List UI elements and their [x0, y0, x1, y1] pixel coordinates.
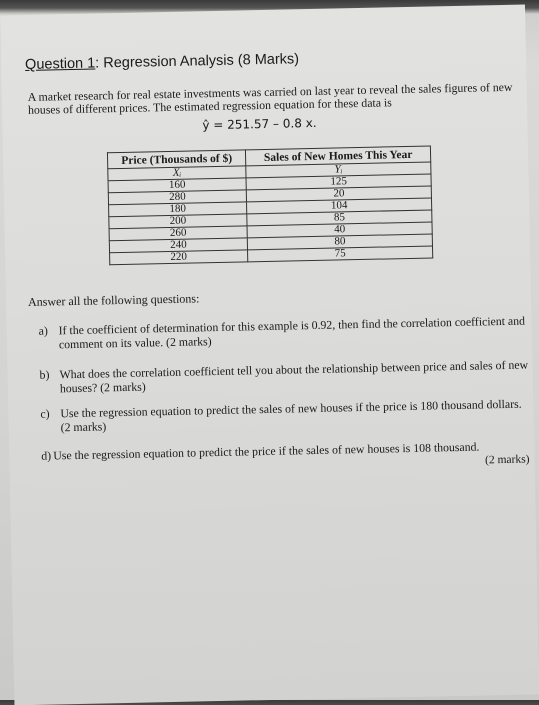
question-a-text: If the coefficient of determination for this example is 0.92, then find the correlation coefficient and comment on its value. (2 marks) — [58, 313, 526, 352]
question-b — [39, 357, 529, 396]
question-c — [40, 396, 530, 435]
sales-cell: 75 — [248, 246, 433, 262]
question-a — [38, 313, 529, 352]
sales-cell: 104 — [247, 198, 432, 214]
data-table — [107, 146, 433, 266]
sales-cell: 85 — [247, 210, 432, 226]
price-cell: 200 — [109, 214, 247, 229]
sales-cell: 40 — [247, 222, 432, 238]
instructions: Answer all the following questions: — [27, 291, 200, 309]
question-d-text: Use the regression equation to predict the price if the sales of new houses is 108 thousand. — [53, 439, 480, 463]
price-cell: 280 — [108, 190, 246, 205]
question-title — [25, 51, 299, 73]
question-title-prefix: Question — [24, 55, 84, 73]
question-a-letter: a) — [38, 323, 48, 338]
worksheet-page — [0, 5, 539, 705]
price-cell: 220 — [110, 250, 248, 265]
question-title-number: 1 — [82, 55, 96, 72]
question-c-text: Use the regression equation to predict the sales of new houses if the price is 180 thousand dollars. (2 marks) — [60, 396, 522, 435]
question-title-rest: : Regression Analysis (8 Marks) — [95, 51, 300, 72]
intro-paragraph: A market research for real estate investments was carried on last year to reveal the sales figures of new houses of different prices. The estimated regression equation for these data is — [27, 79, 513, 117]
y-symbol: Yᵢ — [246, 162, 431, 178]
question-c-letter: c) — [40, 406, 50, 421]
x-symbol: Xᵢ — [108, 166, 246, 181]
regression-equation: ŷ = 251.57 – 0.8 x. — [202, 115, 317, 133]
sales-cell: 20 — [246, 186, 431, 202]
sales-column-header: Sales of New Homes This Year — [246, 146, 431, 166]
question-d — [41, 439, 530, 467]
question-d-letter: d) — [41, 448, 52, 463]
price-cell: 260 — [109, 226, 247, 241]
sales-cell: 125 — [246, 174, 431, 190]
price-column-header: Price (Thousands of $) — [107, 150, 246, 169]
question-b-text: What does the correlation coefficient tell you about the relationship between price and sales of new houses? (2 marks) — [59, 357, 529, 396]
question-b-letter: b) — [39, 367, 50, 382]
price-cell: 160 — [108, 178, 246, 193]
price-cell: 240 — [109, 238, 247, 253]
price-cell: 180 — [109, 202, 247, 217]
question-d-marks: (2 marks) — [484, 453, 530, 467]
sales-cell: 80 — [247, 234, 432, 250]
